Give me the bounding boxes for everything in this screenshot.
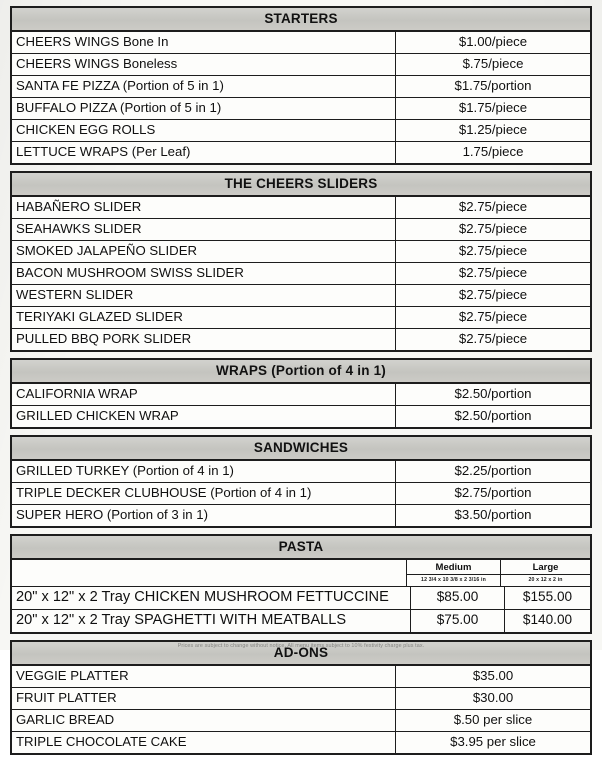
- menu-row: [12, 482, 590, 504]
- section-header: PASTA: [12, 536, 590, 559]
- item-price: $3.95 per slice: [395, 732, 590, 753]
- item-price: $3.50/portion: [395, 505, 590, 526]
- item-price: $1.25/piece: [395, 120, 590, 141]
- menu-row: [12, 687, 590, 709]
- item-name: 20" x 12" x 2 Tray SPAGHETTI WITH MEATBALLS: [16, 612, 347, 628]
- item-name: WESTERN SLIDER: [16, 287, 134, 302]
- item-price: $2.75/piece: [395, 197, 590, 218]
- item-name: SEAHAWKS SLIDER: [16, 221, 142, 236]
- item-name: TRIPLE DECKER CLUBHOUSE (Portion of 4 in 1): [16, 485, 312, 500]
- item-price-medium: $85.00: [410, 587, 504, 609]
- menu-row: [12, 53, 590, 75]
- menu-row: [12, 218, 590, 240]
- menu-row: [12, 119, 590, 141]
- pasta-column-medium: [406, 560, 500, 586]
- item-price: $2.75/piece: [395, 307, 590, 328]
- menu-row: [12, 731, 590, 753]
- item-price: $.75/piece: [395, 54, 590, 75]
- item-price: $2.75/piece: [395, 241, 590, 262]
- footer-disclaimer: Prices are subject to change without notice. All menu items subject to 10% festivity charge plus tax.: [177, 643, 425, 649]
- menu-row: [12, 665, 590, 687]
- menu-row: [12, 262, 590, 284]
- menu-row: [12, 196, 590, 218]
- item-name: GARLIC BREAD: [16, 712, 115, 727]
- section-header: SANDWICHES: [12, 437, 590, 460]
- item-price: $1.00/piece: [395, 32, 590, 53]
- section-header: THE CHEERS SLIDERS: [12, 173, 590, 196]
- menu-row: [12, 504, 590, 526]
- section-header: STARTERS: [12, 8, 590, 31]
- item-price: $2.25/portion: [395, 461, 590, 482]
- menu-row: [12, 75, 590, 97]
- section-header: AD-ONS: [12, 642, 590, 665]
- pasta-column-large: [500, 560, 590, 586]
- item-price: $1.75/piece: [395, 98, 590, 119]
- menu-row: [12, 141, 590, 163]
- menu-section-sliders: [10, 171, 592, 352]
- item-name: 20" x 12" x 2 Tray CHICKEN MUSHROOM FETTUCCINE: [16, 589, 389, 605]
- menu-section-pasta: [10, 534, 592, 634]
- menu-row: [12, 383, 590, 405]
- item-name: CHEERS WINGS Boneless: [16, 56, 178, 71]
- item-price: $.50 per slice: [395, 710, 590, 731]
- menu-row: [12, 709, 590, 731]
- pasta-column-dimensions: 20 x 12 x 2 in: [528, 577, 563, 583]
- menu-row: [12, 328, 590, 350]
- menu-row: [12, 306, 590, 328]
- section-header: WRAPS (Portion of 4 in 1): [12, 360, 590, 383]
- item-price: 1.75/piece: [395, 142, 590, 163]
- item-name: CHICKEN EGG ROLLS: [16, 122, 156, 137]
- item-price: $1.75/portion: [395, 76, 590, 97]
- menu-row: [12, 240, 590, 262]
- menu-row: [12, 31, 590, 53]
- item-price: $30.00: [395, 688, 590, 709]
- menu-row: [12, 284, 590, 306]
- item-name: CHEERS WINGS Bone In: [16, 34, 169, 49]
- item-name: TERIYAKI GLAZED SLIDER: [16, 309, 183, 324]
- menu-section-adons: [10, 640, 592, 755]
- menu-row: [12, 460, 590, 482]
- item-name: BUFFALO PIZZA (Portion of 5 in 1): [16, 100, 222, 115]
- item-name: SMOKED JALAPEÑO SLIDER: [16, 243, 198, 258]
- item-name: HABAÑERO SLIDER: [16, 199, 142, 214]
- item-price: $2.75/portion: [395, 483, 590, 504]
- item-name: TRIPLE CHOCOLATE CAKE: [16, 734, 187, 749]
- pasta-size-header-row: [12, 559, 590, 586]
- item-price: $2.50/portion: [395, 384, 590, 405]
- pasta-row: [12, 609, 590, 632]
- item-name: SUPER HERO (Portion of 3 in 1): [16, 507, 209, 522]
- pasta-column-dimensions: 12 3/4 x 10 3/8 x 2 3/16 in: [421, 577, 486, 583]
- menu-row: [12, 97, 590, 119]
- item-price: $2.75/piece: [395, 219, 590, 240]
- item-price-large: $155.00: [504, 587, 590, 609]
- item-price: $2.75/piece: [395, 285, 590, 306]
- menu-section-sandwiches: [10, 435, 592, 528]
- pasta-header-spacer: [12, 560, 406, 586]
- item-name: CALIFORNIA WRAP: [16, 386, 138, 401]
- item-price-medium: $75.00: [410, 610, 504, 632]
- pasta-row: [12, 586, 590, 609]
- item-name: SANTA FE PIZZA (Portion of 5 in 1): [16, 78, 224, 93]
- item-price: $35.00: [395, 666, 590, 687]
- menu-section-wraps: [10, 358, 592, 429]
- item-price: $2.75/piece: [395, 329, 590, 350]
- item-name: GRILLED CHICKEN WRAP: [16, 408, 179, 423]
- item-price: $2.75/piece: [395, 263, 590, 284]
- item-price-large: $140.00: [504, 610, 590, 632]
- pasta-column-label: Large: [501, 560, 590, 575]
- item-name: LETTUCE WRAPS (Per Leaf): [16, 144, 191, 159]
- item-name: VEGGIE PLATTER: [16, 668, 129, 683]
- pasta-column-label: Medium: [407, 560, 500, 575]
- menu-section-starters: [10, 6, 592, 165]
- item-name: BACON MUSHROOM SWISS SLIDER: [16, 265, 244, 280]
- item-name: GRILLED TURKEY (Portion of 4 in 1): [16, 463, 234, 478]
- menu-row: [12, 405, 590, 427]
- item-name: PULLED BBQ PORK SLIDER: [16, 331, 192, 346]
- item-name: FRUIT PLATTER: [16, 690, 117, 705]
- item-price: $2.50/portion: [395, 406, 590, 427]
